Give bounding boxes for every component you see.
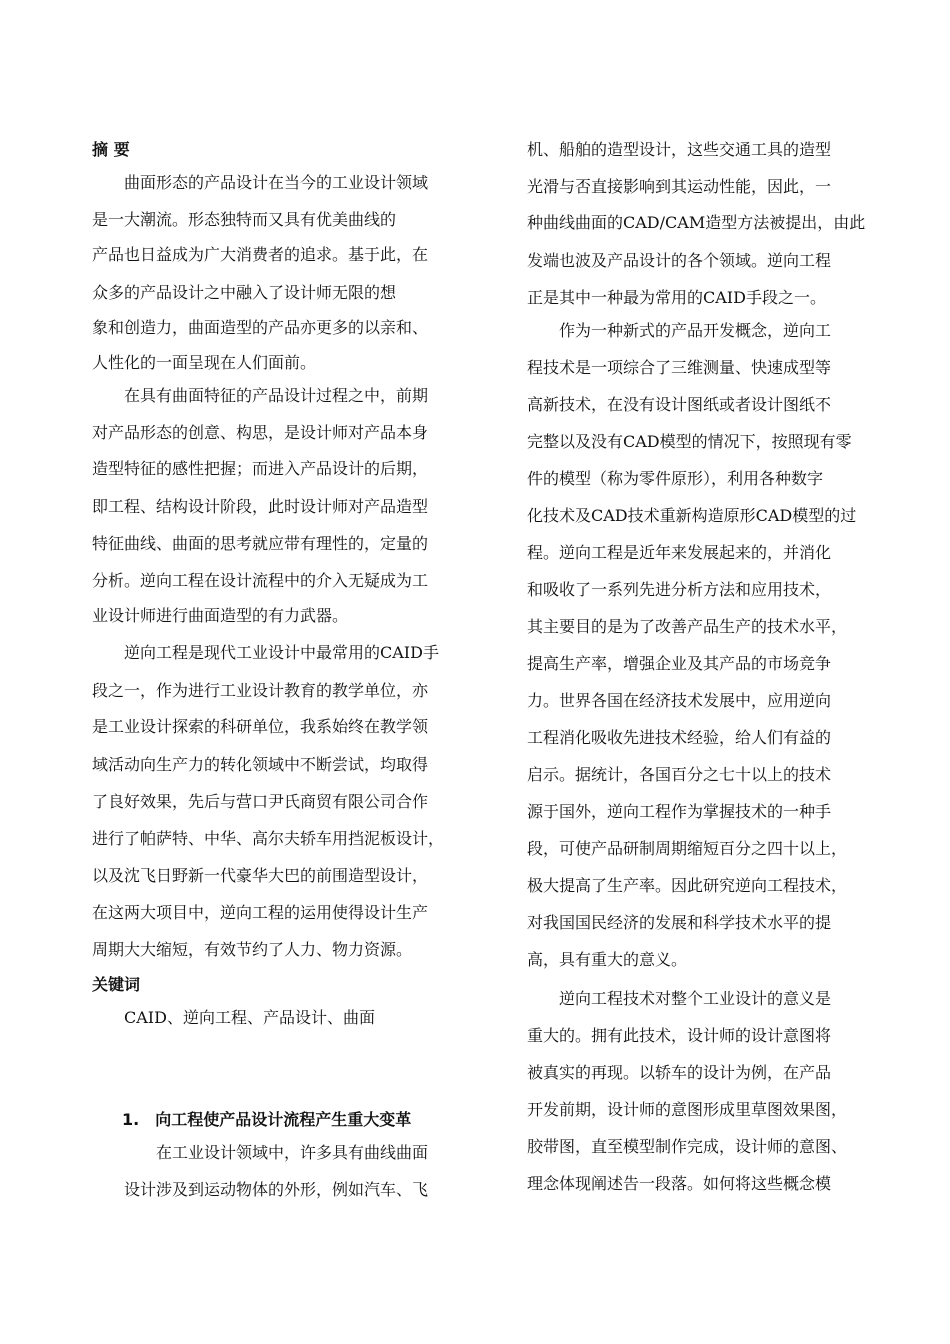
abstract-line: 特征曲线、曲面的思考就应带有理性的，定量的 (92, 534, 429, 553)
body-line: 设计涉及到运动物体的外形，例如汽车、飞 (124, 1180, 429, 1199)
abstract-line: 在具有曲面特征的产品设计过程之中，前期 (124, 386, 429, 405)
body-line: 逆向工程技术对整个工业设计的意义是 (559, 989, 832, 1008)
abstract-line: 造型特征的感性把握；而进入产品设计的后期， (92, 459, 429, 478)
body-line: 提高生产率，增强企业及其产品的市场竞争 (527, 654, 832, 673)
body-line: 段，可使产品研制周期缩短百分之四十以上， (527, 839, 848, 858)
body-line: 种曲线曲面的CAD/CAM造型方法被提出，由此 (527, 213, 866, 232)
abstract-line: 曲面形态的产品设计在当今的工业设计领域 (124, 173, 429, 192)
body-line: 胶带图，直至模型制作完成，设计师的意图、 (527, 1137, 848, 1156)
body-line: 程。逆向工程是近年来发展起来的，并消化 (527, 543, 832, 562)
abstract-line: 众多的产品设计之中融入了设计师无限的想 (92, 283, 397, 302)
abstract-line: 进行了帕萨特、中华、高尔夫轿车用挡泥板设计， (92, 829, 445, 848)
abstract-line: 产品也日益成为广大消费者的追求。基于此，在 (92, 245, 429, 264)
abstract-line: 了良好效果，先后与营口尹氏商贸有限公司合作 (92, 792, 429, 811)
keywords-text: CAID、逆向工程、产品设计、曲面 (124, 1008, 375, 1027)
body-line: 开发前期，设计师的意图形成里草图效果图， (527, 1100, 848, 1119)
body-line: 重大的。拥有此技术，设计师的设计意图将 (527, 1026, 832, 1045)
body-line: 理念体现阐述告一段落。如何将这些概念模 (527, 1174, 832, 1193)
abstract-line: 象和创造力，曲面造型的产品亦更多的以亲和、 (92, 318, 429, 337)
body-line: 发端也波及产品设计的各个领域。逆向工程 (527, 251, 832, 270)
abstract-heading: 摘 要 (92, 140, 130, 159)
abstract-line: 即工程、结构设计阶段，此时设计师对产品造型 (92, 497, 429, 516)
body-line: 件的模型（称为零件原形），利用各种数字 (527, 469, 824, 488)
abstract-line: 以及沈飞日野新一代豪华大巴的前围造型设计， (92, 866, 429, 885)
abstract-line: 人性化的一面呈现在人们面前。 (92, 353, 317, 372)
body-line: 对我国国民经济的发展和科学技术水平的提 (527, 913, 832, 932)
body-line: 极大提高了生产率。因此研究逆向工程技术， (527, 876, 848, 895)
body-line: 化技术及CAD技术重新构造原形CAD模型的过 (527, 506, 857, 525)
abstract-line: 对产品形态的创意、构思，是设计师对产品本身 (92, 423, 429, 442)
body-line: 其主要目的是为了改善产品生产的技术水平， (527, 617, 848, 636)
keywords-heading: 关键词 (92, 975, 141, 994)
abstract-line: 段之一，作为进行工业设计教育的教学单位，亦 (92, 681, 429, 700)
abstract-line: 周期大大缩短，有效节约了人力、物力资源。 (92, 940, 413, 959)
abstract-line: 是工业设计探索的科研单位，我系始终在教学领 (92, 717, 429, 736)
abstract-line: 逆向工程是现代工业设计中最常用的CAID手 (124, 643, 439, 662)
body-line: 和吸收了一系列先进分析方法和应用技术， (527, 580, 832, 599)
body-line: 完整以及没有CAD模型的情况下，按照现有零 (527, 432, 852, 451)
abstract-line: 在这两大项目中，逆向工程的运用使得设计生产 (92, 903, 429, 922)
body-line: 力。世界各国在经济技术发展中，应用逆向 (527, 691, 832, 710)
abstract-line: 域活动向生产力的转化领域中不断尝试，均取得 (92, 755, 429, 774)
abstract-line: 业设计师进行曲面造型的有力武器。 (92, 606, 349, 625)
body-line: 源于国外，逆向工程作为掌握技术的一种手 (527, 802, 832, 821)
body-line: 程技术是一项综合了三维测量、快速成型等 (527, 358, 832, 377)
body-line: 高，具有重大的意义。 (527, 950, 688, 969)
body-line: 工程消化吸收先进技术经验，给人们有益的 (527, 728, 832, 747)
body-line: 启示。据统计，各国百分之七十以上的技术 (527, 765, 832, 784)
abstract-line: 是一大潮流。形态独特而又具有优美曲线的 (92, 210, 397, 229)
body-line: 高新技术，在没有设计图纸或者设计图纸不 (527, 395, 832, 414)
section-heading: 1. 向工程使产品设计流程产生重大变革 (122, 1110, 412, 1129)
body-line: 光滑与否直接影响到其运动性能，因此，一 (527, 177, 832, 196)
body-line: 在工业设计领域中，许多具有曲线曲面 (156, 1143, 429, 1162)
body-line: 正是其中一种最为常用的CAID手段之一。 (527, 288, 826, 307)
body-line: 作为一种新式的产品开发概念，逆向工 (559, 321, 832, 340)
body-line: 被真实的再现。以轿车的设计为例，在产品 (527, 1063, 832, 1082)
body-line: 机、船舶的造型设计，这些交通工具的造型 (527, 140, 832, 159)
abstract-line: 分析。逆向工程在设计流程中的介入无疑成为工 (92, 571, 429, 590)
